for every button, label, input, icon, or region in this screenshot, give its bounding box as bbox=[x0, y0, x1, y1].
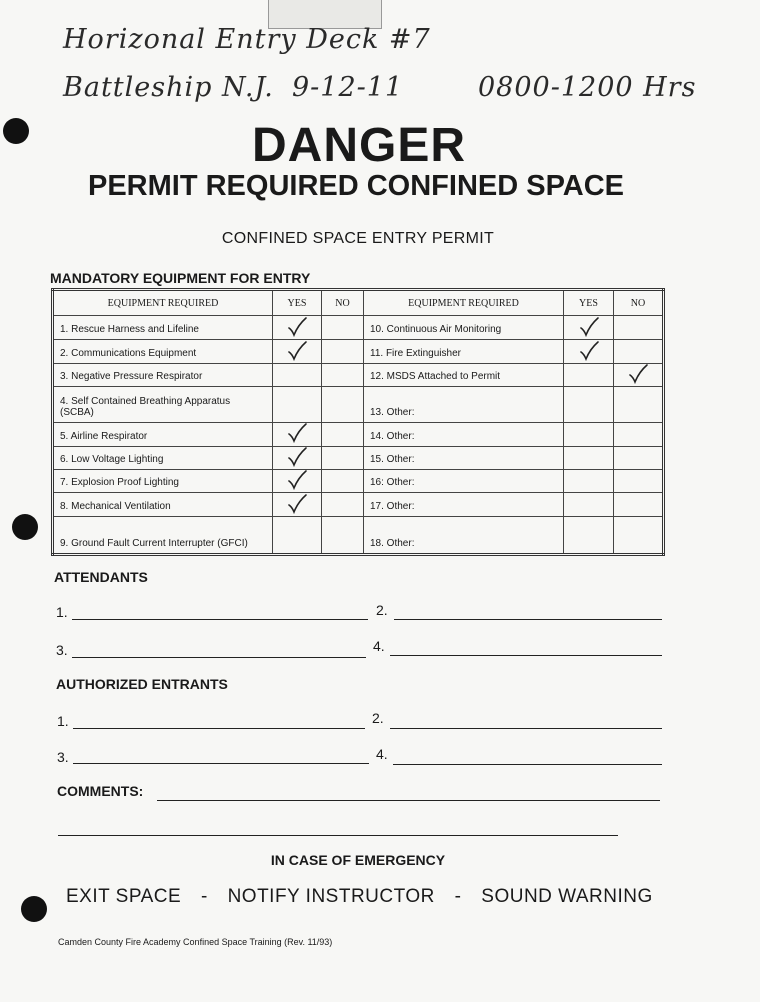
col-yes-left: YES bbox=[273, 290, 322, 316]
yes-checkbox-left[interactable] bbox=[273, 316, 322, 340]
checkmark-icon bbox=[287, 494, 307, 514]
table-header-row bbox=[53, 290, 664, 316]
attendant-number-4: 4. bbox=[373, 638, 385, 654]
handwritten-hours: 0800-1200 Hrs bbox=[478, 72, 697, 103]
table-row bbox=[53, 447, 664, 470]
footer-note: Camden County Fire Academy Confined Space Training (Rev. 11/93) bbox=[58, 937, 333, 947]
equipment-section-title: MANDATORY EQUIPMENT FOR ENTRY bbox=[50, 270, 311, 286]
attendant-number-1: 1. bbox=[56, 604, 68, 620]
yes-checkbox-left[interactable] bbox=[273, 470, 322, 493]
attendant-input-1[interactable] bbox=[72, 619, 368, 620]
step-sound-warning: SOUND WARNING bbox=[481, 886, 653, 907]
no-checkbox-left[interactable] bbox=[322, 340, 364, 364]
no-checkbox-right[interactable] bbox=[614, 470, 664, 493]
no-checkbox-left[interactable] bbox=[322, 516, 364, 554]
no-checkbox-right[interactable] bbox=[614, 422, 664, 446]
no-checkbox-left[interactable] bbox=[322, 470, 364, 493]
no-checkbox-left[interactable] bbox=[322, 447, 364, 470]
yes-checkbox-right[interactable] bbox=[564, 340, 614, 364]
equipment-item-right: 10. Continuous Air Monitoring bbox=[364, 316, 564, 340]
handwritten-entry-location: Horizonal Entry Deck #7 bbox=[63, 24, 431, 55]
punch-hole-middle bbox=[12, 514, 38, 540]
equipment-item-right: 15. Other: bbox=[364, 447, 564, 470]
step-separator-2: - bbox=[454, 886, 462, 907]
yes-checkbox-left[interactable] bbox=[273, 516, 322, 554]
table-row bbox=[53, 422, 664, 446]
equipment-item-left: 5. Airline Respirator bbox=[53, 422, 273, 446]
yes-checkbox-right[interactable] bbox=[564, 422, 614, 446]
col-equipment-left: EQUIPMENT REQUIRED bbox=[53, 290, 273, 316]
entry-permit-title: CONFINED SPACE ENTRY PERMIT bbox=[221, 230, 495, 247]
yes-checkbox-left[interactable] bbox=[273, 493, 322, 516]
punch-hole-bottom bbox=[21, 896, 47, 922]
entrant-input-4[interactable] bbox=[393, 764, 662, 765]
entrant-number-1: 1. bbox=[57, 713, 69, 729]
yes-checkbox-right[interactable] bbox=[564, 316, 614, 340]
yes-checkbox-left[interactable] bbox=[273, 422, 322, 446]
equipment-item-left: 2. Communications Equipment bbox=[53, 340, 273, 364]
col-equipment-right: EQUIPMENT REQUIRED bbox=[364, 290, 564, 316]
yes-checkbox-right[interactable] bbox=[564, 516, 614, 554]
table-row bbox=[53, 364, 664, 386]
no-checkbox-left[interactable] bbox=[322, 422, 364, 446]
checkmark-icon bbox=[628, 364, 648, 384]
comments-input-2[interactable] bbox=[58, 835, 618, 836]
yes-checkbox-left[interactable] bbox=[273, 386, 322, 422]
no-checkbox-left[interactable] bbox=[322, 386, 364, 422]
yes-checkbox-left[interactable] bbox=[273, 340, 322, 364]
table-row bbox=[53, 340, 664, 364]
step-notify-instructor: NOTIFY INSTRUCTOR bbox=[227, 886, 435, 907]
equipment-item-left: 4. Self Contained Breathing Apparatus (SCBA) bbox=[53, 386, 273, 422]
entrant-input-3[interactable] bbox=[73, 763, 369, 764]
yes-checkbox-right[interactable] bbox=[564, 470, 614, 493]
attendant-input-2[interactable] bbox=[394, 619, 662, 620]
attendant-input-3[interactable] bbox=[72, 657, 366, 658]
no-checkbox-right[interactable] bbox=[614, 316, 664, 340]
entrant-number-3: 3. bbox=[57, 749, 69, 765]
col-no-left: NO bbox=[322, 290, 364, 316]
no-checkbox-left[interactable] bbox=[322, 493, 364, 516]
no-checkbox-left[interactable] bbox=[322, 316, 364, 340]
no-checkbox-right[interactable] bbox=[614, 386, 664, 422]
equipment-item-left: 6. Low Voltage Lighting bbox=[53, 447, 273, 470]
yes-checkbox-right[interactable] bbox=[564, 386, 614, 422]
table-row bbox=[53, 386, 664, 422]
permit-required-heading: PERMIT REQUIRED CONFINED SPACE bbox=[87, 170, 624, 202]
equipment-item-left: 3. Negative Pressure Respirator bbox=[53, 364, 273, 386]
equipment-item-right: 13. Other: bbox=[364, 386, 564, 422]
handwritten-vessel: Battleship N.J. bbox=[63, 72, 274, 103]
attendant-number-3: 3. bbox=[56, 642, 68, 658]
entrant-number-4: 4. bbox=[376, 746, 388, 762]
col-no-right: NO bbox=[614, 290, 664, 316]
no-checkbox-right[interactable] bbox=[614, 516, 664, 554]
table-row bbox=[53, 316, 664, 340]
table-row bbox=[53, 493, 664, 516]
equipment-item-right: 11. Fire Extinguisher bbox=[364, 340, 564, 364]
checkmark-icon bbox=[287, 341, 307, 361]
no-checkbox-right[interactable] bbox=[614, 340, 664, 364]
checkmark-icon bbox=[287, 447, 307, 467]
equipment-item-right: 12. MSDS Attached to Permit bbox=[364, 364, 564, 386]
checkmark-icon bbox=[287, 423, 307, 443]
table-row bbox=[53, 470, 664, 493]
equipment-item-left: 7. Explosion Proof Lighting bbox=[53, 470, 273, 493]
attendants-title: ATTENDANTS bbox=[54, 569, 148, 585]
attendant-input-4[interactable] bbox=[390, 655, 662, 656]
equipment-item-right: 14. Other: bbox=[364, 422, 564, 446]
comments-label: COMMENTS: bbox=[57, 783, 144, 799]
equipment-item-left: 1. Rescue Harness and Lifeline bbox=[53, 316, 273, 340]
equipment-item-right: 18. Other: bbox=[364, 516, 564, 554]
no-checkbox-right[interactable] bbox=[614, 493, 664, 516]
emergency-steps bbox=[66, 886, 667, 908]
danger-heading: DANGER bbox=[251, 119, 466, 172]
entrant-input-2[interactable] bbox=[390, 728, 662, 729]
equipment-item-right: 16: Other: bbox=[364, 470, 564, 493]
equipment-item-right: 17. Other: bbox=[364, 493, 564, 516]
equipment-table bbox=[51, 288, 665, 556]
checkmark-icon bbox=[287, 317, 307, 337]
table-row bbox=[53, 516, 664, 554]
emergency-title: IN CASE OF EMERGENCY bbox=[270, 852, 446, 868]
no-checkbox-right[interactable] bbox=[614, 447, 664, 470]
equipment-item-left: 9. Ground Fault Current Interrupter (GFCI) bbox=[53, 516, 273, 554]
entrant-input-1[interactable] bbox=[73, 728, 365, 729]
no-checkbox-left[interactable] bbox=[322, 364, 364, 386]
yes-checkbox-left[interactable] bbox=[273, 447, 322, 470]
step-separator-1: - bbox=[200, 886, 208, 907]
entrant-number-2: 2. bbox=[372, 710, 384, 726]
attendant-number-2: 2. bbox=[376, 602, 388, 618]
entrants-title: AUTHORIZED ENTRANTS bbox=[56, 676, 228, 692]
yes-checkbox-right[interactable] bbox=[564, 364, 614, 386]
checkmark-icon bbox=[579, 317, 599, 337]
yes-checkbox-right[interactable] bbox=[564, 493, 614, 516]
no-checkbox-right[interactable] bbox=[614, 364, 664, 386]
step-exit-space: EXIT SPACE bbox=[66, 886, 182, 907]
handwritten-date: 9-12-11 bbox=[292, 72, 404, 103]
checkmark-icon bbox=[287, 470, 307, 490]
comments-input-1[interactable] bbox=[157, 800, 660, 801]
equipment-item-left: 8. Mechanical Ventilation bbox=[53, 493, 273, 516]
checkmark-icon bbox=[579, 341, 599, 361]
yes-checkbox-right[interactable] bbox=[564, 447, 614, 470]
yes-checkbox-left[interactable] bbox=[273, 364, 322, 386]
col-yes-right: YES bbox=[564, 290, 614, 316]
